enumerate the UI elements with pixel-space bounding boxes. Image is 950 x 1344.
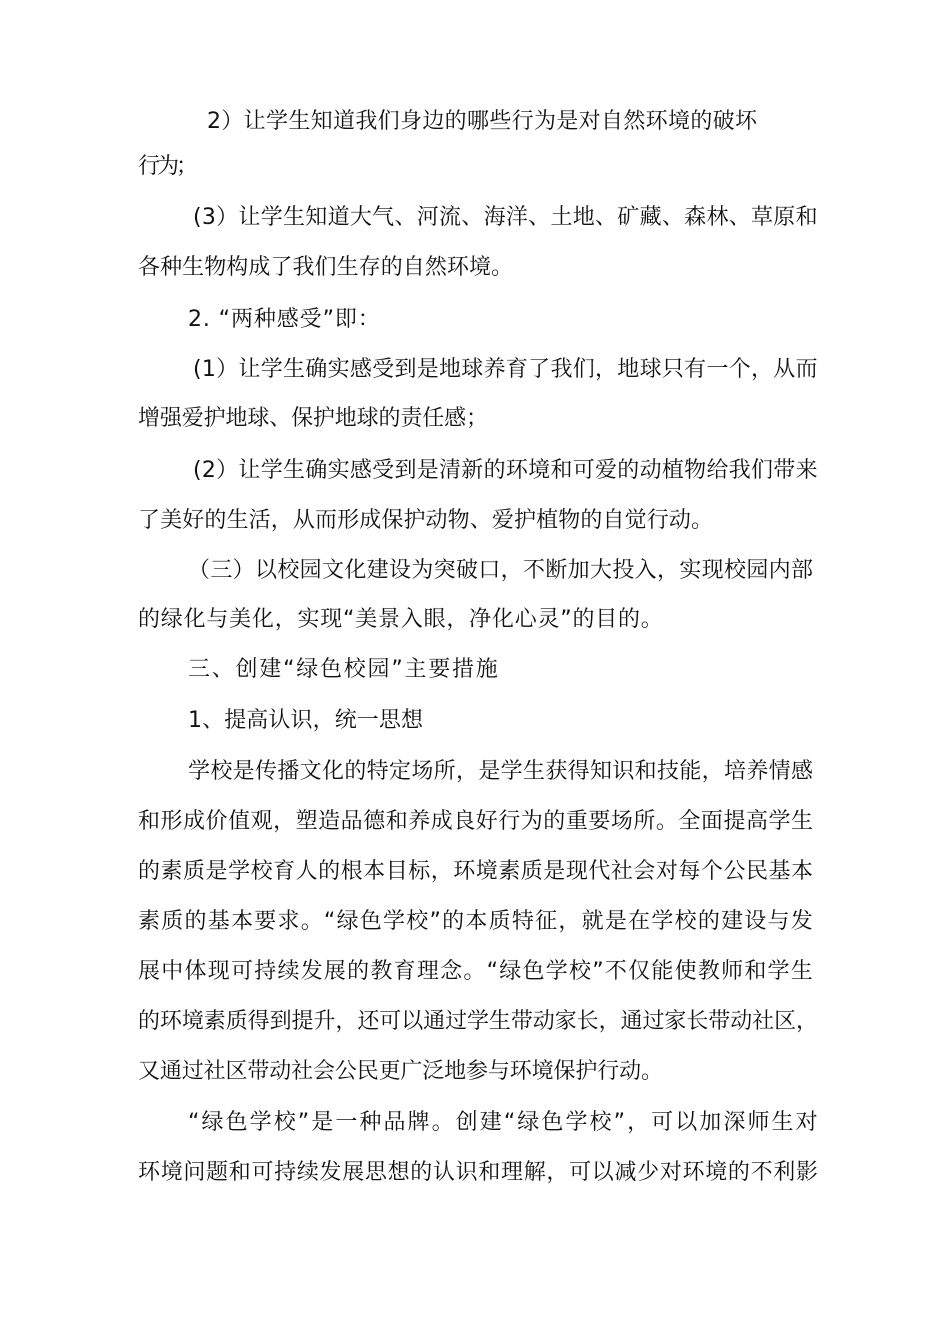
text-line: 的绿化与美化，实现“美景入眼，净化心灵”的目的。 [138,607,664,632]
text-line: 了美好的生活，从而形成保护动物、爱护植物的自觉行动。 [138,508,714,533]
section-heading: 三、创建“绿色校园”主要措施 [188,657,500,682]
text-line: 环境问题和可持续发展思想的认识和理解，可以减少对环境的不利影 [138,1160,819,1185]
text-line: 增强爱护地球、保护地球的责任感； [138,406,488,431]
text-line: 素质的基本要求。“绿色学校”的本质特征，就是在学校的建设与发 [138,909,815,934]
text-line: 各种生物构成了我们生存的自然环境。 [138,255,514,280]
text-line: 2. “两种感受”即： [188,307,381,332]
text-line: 行为； [138,154,196,179]
text-line: (2）让学生确实感受到是清新的环境和可爱的动植物给我们带来 [193,458,818,483]
text-line: 展中体现可持续发展的教育理念。“绿色学校”不仅能使教师和学生 [138,959,815,984]
text-line: （三）以校园文化建设为突破口，不断加大投入，实现校园内部 [188,558,814,583]
text-line: 又通过社区带动社会公民更广泛地参与环境保护行动。 [138,1059,663,1084]
text-line: 2）让学生知道我们身边的哪些行为是对自然环境的破坏 [207,109,758,134]
text-line: “绿色学校”是一种品牌。创建“绿色学校”，可以加深师生对 [188,1110,820,1135]
text-line: 学校是传播文化的特定场所，是学生获得知识和技能，培养情感 [188,759,814,784]
text-line: 和形成价值观，塑造品德和养成良好行为的重要场所。全面提高学生 [138,809,814,834]
text-line: (1）让学生确实感受到是地球养育了我们，地球只有一个，从而 [193,357,818,382]
subsection-heading: 1、提高认识，统一思想 [188,708,424,733]
text-line: (3）让学生知道大气、河流、海洋、土地、矿藏、森林、草原和 [193,205,818,230]
text-line: 的环境素质得到提升，还可以通过学生带动家长，通过家长带动社区， [138,1009,818,1034]
text-line: 的素质是学校育人的根本目标，环境素质是现代社会对每个公民基本 [138,859,814,884]
